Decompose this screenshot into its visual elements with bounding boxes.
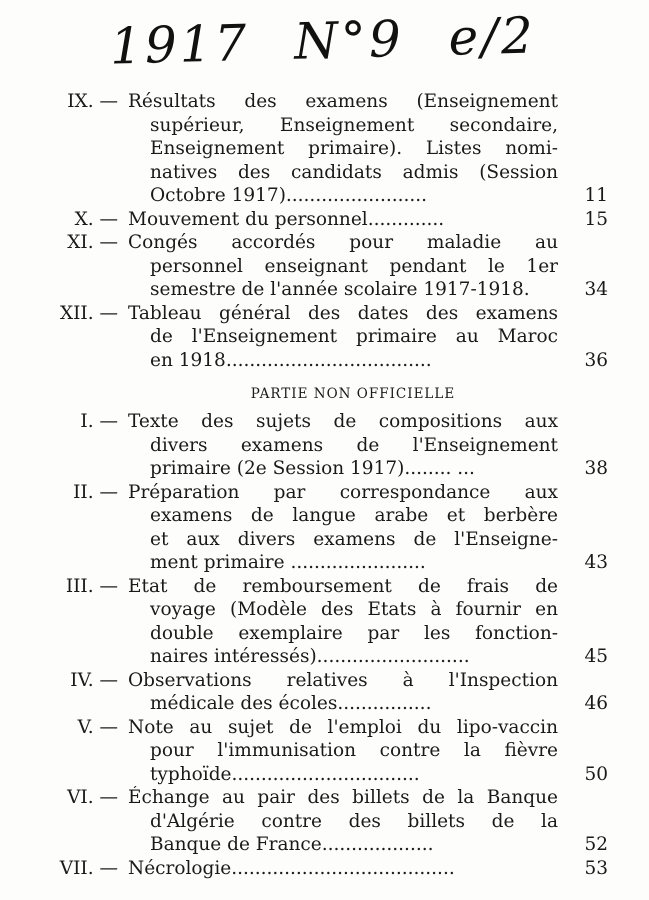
toc-entry-title [128,231,558,302]
toc-entry-line: Résultats des examens (Enseignement [128,91,558,112]
toc-entry-title [128,302,558,373]
toc-entry-line: Tableau général des dates des examens [128,302,558,324]
toc-entry-title [128,786,558,857]
toc-unofficial-section [28,410,618,880]
toc-entry-title [128,575,558,669]
toc-entry-title [128,716,558,787]
toc-entry-page-number: 38 [584,458,608,479]
toc-entry-title [128,90,558,208]
toc-entry-line: typhoïde................................ [150,763,420,785]
toc-entry-page-number: 46 [584,693,608,714]
toc-entry-title [128,410,558,481]
toc-entry [28,90,618,208]
toc-entry-number: III. — [65,575,118,597]
toc-entry-title [128,669,558,716]
toc-entry-number: IX. — [67,91,118,112]
toc-entry-line: médicale des écoles................ [150,693,432,714]
toc-entry-number: XII. — [59,302,118,324]
toc-entry-line: primaire (2e Session 1917)........ ... [150,458,475,479]
toc-entry-line: ment primaire ....................... [150,552,426,573]
toc-entry-number: IV. — [70,669,118,691]
toc-entry [28,575,618,669]
toc-entry-line: d'Algérie contre des billets de la [150,810,558,832]
toc-entry-page-number: 34 [584,279,608,300]
toc-entry [28,208,618,232]
section-heading: PARTIE NON OFFICIELLE [250,386,456,402]
toc-entry-number: XI. — [67,232,118,253]
toc-entry-line: Échange au pair des billets de la Banque [128,787,558,808]
toc-entry-line: personnel enseignant pendant le 1er [150,255,558,277]
toc-entry [28,716,618,787]
toc-entry-page-number: 43 [584,552,608,573]
toc-entry-line: semestre de l'année scolaire 1917-1918. [150,279,530,300]
toc-entry-page-number: 50 [584,763,608,785]
toc-entry-line: pour l'immunisation contre la fièvre [150,740,558,761]
toc-entry-number: VII. — [59,857,118,879]
toc-entry-line: Texte des sujets de compositions aux [128,411,558,432]
toc-entry-title [128,208,558,232]
toc-entry-line: Nécrologie...................................... [128,857,455,879]
toc-entry-page-number: 15 [584,208,608,230]
toc-entry [28,302,618,373]
toc-entry [28,857,618,881]
toc-entry-number: V. — [77,716,118,738]
toc-official-section [28,90,618,372]
toc-entry-title [128,857,558,881]
toc-entry-line: en 1918................................... [150,349,432,371]
toc-entry-page-number: 52 [584,834,608,855]
toc-entry-line: natives des candidats admis (Session [150,161,558,183]
toc-entry-line: supérieur, Enseignement secondaire, [150,114,558,136]
toc-entry-title [128,481,558,575]
table-of-contents [28,90,618,880]
toc-entry-line: Octobre 1917)........................ [150,185,428,206]
toc-entry [28,231,618,302]
toc-entry [28,410,618,481]
toc-entry-line: Mouvement du personnel............. [128,208,445,230]
toc-entry-line: Congés accordés pour maladie au [128,232,558,253]
toc-entry-line: de l'Enseignement primaire au Maroc [150,326,558,347]
toc-entry-line: naires intéressés).......................... [150,646,470,667]
toc-entry-number: VI. — [67,787,118,808]
toc-entry-number: II. — [73,481,118,503]
toc-entry-number: X. — [74,208,118,230]
toc-entry-line: Note au sujet de l'emploi du lipo-vaccin [128,716,558,738]
toc-entry-line: voyage (Modèle des Etats à fournir en [150,599,558,620]
toc-entry-line: examens de langue arabe et berbère [150,505,558,526]
toc-entry-page-number: 11 [584,185,608,206]
toc-entry-line: Observations relatives à l'Inspection [128,669,558,691]
toc-entry-line: Banque de France................... [150,834,434,855]
toc-entry-line: divers examens de l'Enseignement [150,434,558,456]
toc-entry [28,786,618,857]
toc-entry-line: Enseignement primaire). Listes nomi- [150,138,558,159]
toc-entry-line: Etat de remboursement de frais de [128,575,558,597]
toc-entry-line: double exemplaire par les fonction- [150,622,558,644]
toc-entry-line: et aux divers examens de l'Enseigne- [150,528,558,550]
toc-entry-page-number: 53 [584,857,608,879]
toc-entry-line: Préparation par correspondance aux [128,481,558,503]
toc-entry [28,481,618,575]
toc-entry-number: I. — [80,411,118,432]
toc-entry-page-number: 45 [584,646,608,667]
handwritten-annotation: 1917 N°9 e/2 [109,6,537,76]
toc-entry-page-number: 36 [584,349,608,371]
toc-entry [28,669,618,716]
